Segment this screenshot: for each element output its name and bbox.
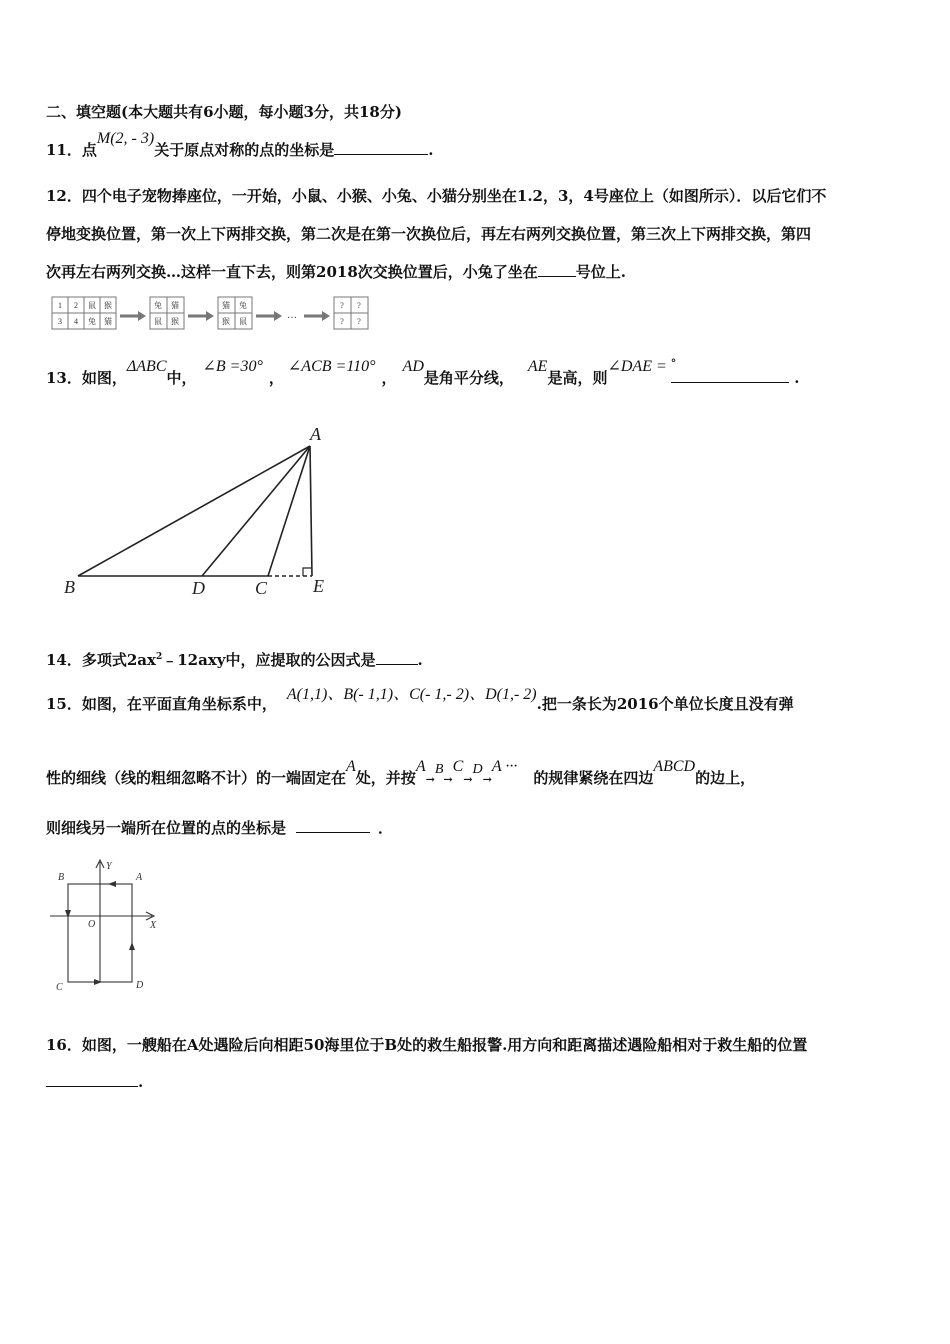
label-o: O — [88, 919, 96, 930]
arrow-head-icon — [206, 311, 214, 321]
arrow-right-icon: → — [425, 773, 435, 786]
q15-path-c: C — [452, 758, 464, 775]
q13-angle-dae: ∠DAE = — [607, 358, 667, 375]
q12-line1: 12．四个电子宠物捧座位，一开始，小鼠、小猴、小兔、小猫分别坐在1.2，3，4号座位上（如图所示）．以后它们不 — [46, 187, 827, 205]
q13-end: . — [794, 369, 800, 387]
label-d: D — [136, 980, 144, 991]
arrow-down-icon — [65, 910, 71, 918]
q13-degree: ° — [670, 357, 677, 370]
arrow-head-icon — [138, 311, 146, 321]
g1-cell-3: 鼠 — [88, 301, 96, 310]
g1-cell-7: 兔 — [88, 317, 96, 326]
label-d: D — [192, 578, 205, 598]
g2-cell-3: 鼠 — [154, 317, 162, 326]
g1-cell-4: 猴 — [104, 301, 112, 310]
g3-cell-2: 兔 — [239, 301, 247, 310]
q15-end: ． — [378, 819, 394, 837]
q16-end: . — [138, 1073, 144, 1091]
g1-cell-6: 4 — [74, 317, 78, 326]
seat-grid-3 — [218, 297, 252, 329]
question-15-line1 — [46, 686, 794, 715]
q15-coordinate-figure — [46, 856, 176, 996]
g1-cell-1: 1 — [58, 301, 62, 310]
q13-answer-blank[interactable] — [671, 368, 789, 383]
q14-end: . — [417, 651, 423, 669]
arrow-up-icon — [129, 942, 135, 950]
g-dots: … — [287, 310, 297, 321]
q15-line2d: 的边上， — [695, 769, 756, 787]
label-c: C — [255, 578, 268, 598]
q13-text1: 是角平分线， — [423, 369, 514, 387]
q13-zhong: 中， — [166, 369, 197, 387]
q12-seat-figure — [46, 294, 376, 334]
arrow-head-icon — [322, 311, 330, 321]
question-14 — [46, 647, 423, 670]
q15-line3: 则细线另一端所在位置的点的坐标是 — [46, 819, 287, 837]
g2-cell-1: 兔 — [154, 301, 162, 310]
label-b: B — [64, 577, 75, 597]
g1-cell-2: 2 — [74, 301, 78, 310]
g3-cell-4: 鼠 — [239, 317, 247, 326]
segment-ae — [310, 446, 312, 576]
g1-cell-8: 猫 — [104, 317, 112, 326]
q15-path-a-again: A ··· — [491, 758, 518, 775]
q15-line2b: 处，并按 — [355, 769, 416, 787]
question-13 — [46, 357, 800, 390]
g4-cell-3: ? — [340, 317, 344, 326]
q11-math: M(2, - 3) — [96, 130, 155, 147]
arrow-right-icon: → — [463, 773, 473, 786]
q15-answer-blank[interactable] — [296, 818, 370, 833]
q15-text1: .把一条长为2016个单位长度且没有弹 — [536, 695, 794, 713]
q16-answer-blank[interactable] — [46, 1072, 138, 1087]
q13-triangle-figure — [56, 420, 346, 610]
question-16-line2 — [46, 1072, 143, 1092]
q11-answer-blank[interactable] — [334, 140, 428, 155]
arrow-right-icon: → — [482, 773, 492, 786]
seat-grid-2 — [150, 297, 184, 329]
right-angle-mark — [303, 568, 311, 576]
q11-text: 关于原点对称的点的坐标是 — [154, 141, 335, 159]
q15-line2a: 性的细线（线的粗细忽略不计）的一端固定在 — [46, 769, 347, 787]
q13-text2: 是高，则 — [547, 369, 608, 387]
label-a: A — [310, 424, 321, 444]
g2-cell-2: 猫 — [171, 301, 179, 310]
g2-cell-4: 猴 — [171, 317, 179, 326]
segment-ab — [78, 446, 310, 576]
q13-triangle: ΔABC — [126, 358, 167, 375]
question-12-line3 — [46, 262, 626, 282]
q12-line2: 停地变换位置，第一次上下两排交换，第二次是在第一次换位后，再左右两列交换位置，第三次上下两排交换，第四 — [46, 225, 812, 243]
q14-sup: 2 — [155, 652, 163, 662]
question-15-line2 — [46, 758, 756, 790]
q13-ae: AE — [527, 358, 548, 375]
q14-text: 14．多项式2ax — [46, 651, 156, 669]
label-c: C — [56, 982, 63, 993]
q13-angle-b: ∠B =30° — [202, 358, 263, 375]
q15-line2c: 的规律紧绕在四边 — [533, 769, 654, 787]
q14-text2: ﹣12axy中，应提取的公因式是 — [162, 651, 376, 669]
g3-cell-3: 猴 — [222, 317, 230, 326]
label-y: Y — [106, 861, 112, 872]
g3-cell-1: 猫 — [222, 301, 230, 310]
q13-comma1: ， — [268, 369, 284, 387]
g4-cell-4: ? — [357, 317, 361, 326]
q11-number: 11．点 — [46, 141, 97, 159]
q11-end: . — [428, 141, 434, 159]
arrow-left-icon — [108, 881, 116, 887]
arrow-head-icon — [274, 311, 282, 321]
q15-abcd: ABCD — [653, 758, 696, 775]
question-15-line3 — [46, 818, 393, 838]
q14-answer-blank[interactable] — [376, 650, 418, 665]
q13-comma2: ， — [381, 369, 397, 387]
q13-ad: AD — [402, 358, 424, 375]
label-e: E — [313, 576, 324, 596]
q15-path-d: D — [472, 762, 483, 777]
q12-answer-blank[interactable] — [538, 262, 576, 277]
q15-points: A(1,1)、B(- 1,1)、C(- 1,- 2)、D(1,- 2) — [286, 686, 537, 703]
label-a: A — [136, 872, 143, 883]
q15-number: 15．如图，在平面直角坐标系中， — [46, 695, 277, 713]
q13-number: 13．如图， — [46, 369, 127, 387]
q15-path-b: B — [434, 762, 444, 777]
seat-grid-1 — [52, 297, 116, 329]
question-11 — [46, 130, 434, 161]
q15-path-a: A — [415, 758, 426, 775]
section-header: 二、填空题(本大题共有6小题，每小题3分，共18分) — [46, 103, 402, 121]
q12-line3b: 号位上. — [575, 263, 626, 281]
q16-line1: 16．如图，一艘船在A处遇险后向相距50海里位于B处的救生船报警.用方向和距离描述遇险船相对于救生船的位置 — [46, 1036, 808, 1054]
g4-cell-2: ? — [357, 301, 361, 310]
label-b: B — [58, 872, 65, 883]
label-x: X — [150, 920, 157, 931]
g4-cell-1: ? — [340, 301, 344, 310]
arrow-right-icon — [94, 979, 102, 985]
arrow-right-icon: → — [443, 773, 453, 786]
q13-angle-acb: ∠ACB =110° — [287, 358, 376, 375]
q12-line3a: 次再左右两列交换…这样一直下去，则第2018次交换位置后，小兔了坐在 — [46, 263, 538, 281]
g1-cell-5: 3 — [58, 317, 62, 326]
segment-ad — [202, 446, 310, 576]
q15-a: A — [346, 758, 356, 775]
seat-grid-4 — [334, 297, 368, 329]
